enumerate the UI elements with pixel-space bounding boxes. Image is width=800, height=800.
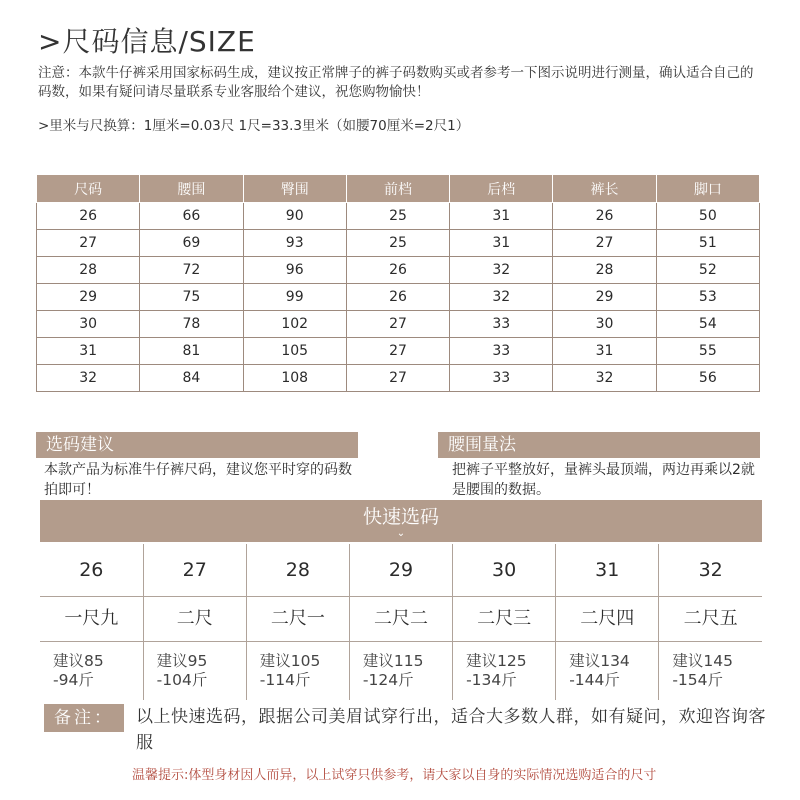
quick-chi: 二尺二 (349, 597, 452, 642)
weight-line-2: -114斤 (259, 671, 311, 689)
quick-size: 26 (40, 544, 143, 597)
quick-weight (556, 642, 659, 700)
waist-measure-text: 把裤子平整放好，量裤头最顶端，两边再乘以2就是腰围的数据。 (452, 462, 755, 498)
col-header: 腰围 (140, 175, 243, 203)
table-cell: 102 (243, 311, 346, 338)
waist-measure-title: 腰围量法 (438, 432, 760, 458)
table-cell: 25 (346, 230, 449, 257)
weight-line-1: 建议145 (672, 652, 733, 670)
table-cell: 33 (450, 365, 553, 392)
col-header: 前档 (346, 175, 449, 203)
quick-size: 28 (246, 544, 349, 597)
table-cell: 33 (450, 338, 553, 365)
memo-text: 以上快速选码，跟据公司美眉试穿行出，适合大多数人群，如有疑问，欢迎咨询客服 (136, 707, 766, 753)
table-cell: 84 (140, 365, 243, 392)
quick-weight-row (40, 642, 762, 700)
table-cell: 96 (243, 257, 346, 284)
quick-weight (143, 642, 246, 700)
tip-text: 温馨提示:体型身材因人而异，以上试穿只供参考，请大家以自身的实际情况选购适合的尺寸 (132, 768, 657, 783)
table-cell: 53 (656, 284, 759, 311)
quick-size: 29 (349, 544, 452, 597)
weight-line-1: 建议115 (362, 652, 424, 670)
weight-line-1: 建议85 (53, 652, 104, 670)
table-row (37, 338, 760, 365)
table-cell: 31 (450, 230, 553, 257)
table-cell: 50 (656, 203, 759, 230)
size-table-header (37, 175, 760, 203)
col-header: 尺码 (37, 175, 140, 203)
table-cell: 105 (243, 338, 346, 365)
table-row (37, 230, 760, 257)
table-cell: 28 (553, 257, 656, 284)
weight-line-2: -144斤 (569, 671, 620, 689)
page-title: >尺码信息/SIZE (38, 25, 256, 58)
weight-line-1: 建议125 (466, 652, 527, 670)
col-header: 臀围 (243, 175, 346, 203)
quick-size: 32 (659, 544, 762, 597)
quick-weight (453, 642, 556, 700)
table-cell: 55 (656, 338, 759, 365)
weight-line-2: -124斤 (362, 671, 414, 689)
weight-line-2: -134斤 (466, 671, 517, 689)
table-cell: 26 (37, 203, 140, 230)
table-cell: 66 (140, 203, 243, 230)
quick-weight (659, 642, 762, 700)
table-cell: 78 (140, 311, 243, 338)
table-cell: 27 (346, 311, 449, 338)
table-cell: 27 (37, 230, 140, 257)
size-table (36, 174, 760, 392)
weight-line-1: 建议134 (569, 652, 630, 670)
quick-select-bar (40, 500, 762, 542)
table-row (37, 284, 760, 311)
quick-size: 30 (453, 544, 556, 597)
table-cell: 54 (656, 311, 759, 338)
table-cell: 99 (243, 284, 346, 311)
table-cell: 27 (553, 230, 656, 257)
table-cell: 26 (346, 284, 449, 311)
table-cell: 30 (553, 311, 656, 338)
table-cell: 32 (450, 257, 553, 284)
quick-select-grid (40, 544, 762, 700)
table-cell: 32 (553, 365, 656, 392)
advice-text: 本款产品为标准牛仔裤尺码，建议您平时穿的码数拍即可！ (44, 462, 352, 498)
table-cell: 28 (37, 257, 140, 284)
chevron-down-icon: ⌄ (396, 528, 406, 539)
table-cell: 69 (140, 230, 243, 257)
quick-chi: 二尺五 (659, 597, 762, 642)
table-row (37, 257, 760, 284)
table-row (37, 365, 760, 392)
table-cell: 29 (37, 284, 140, 311)
col-header: 后档 (450, 175, 553, 203)
quick-weight (246, 642, 349, 700)
table-row (37, 203, 760, 230)
quick-size-row (40, 544, 762, 597)
table-cell: 75 (140, 284, 243, 311)
table-cell: 26 (346, 257, 449, 284)
table-cell: 108 (243, 365, 346, 392)
table-cell: 31 (37, 338, 140, 365)
weight-line-2: -154斤 (672, 671, 724, 689)
table-cell: 52 (656, 257, 759, 284)
quick-chi: 一尺九 (40, 597, 143, 642)
weight-line-1: 建议105 (259, 652, 321, 670)
col-header: 裤长 (553, 175, 656, 203)
size-note: 注意：本款牛仔裤采用国家标码生成，建议按正常牌子的裤子码数购买或者参考一下图示说明进行测量，确认适合自己的码数，如果有疑问请尽量联系专业客服给个建议，祝您购物愉快！ (38, 65, 754, 100)
table-cell: 31 (450, 203, 553, 230)
table-cell: 33 (450, 311, 553, 338)
weight-line-2: -104斤 (156, 671, 208, 689)
table-cell: 25 (346, 203, 449, 230)
quick-chi: 二尺 (143, 597, 246, 642)
table-cell: 26 (553, 203, 656, 230)
memo-label: 备注： (44, 704, 124, 732)
unit-conversion: >里米与尺换算：1厘米=0.03尺 1尺=33.3里米（如腰70厘米=2尺1） (38, 118, 470, 134)
quick-chi: 二尺四 (556, 597, 659, 642)
quick-chi: 二尺一 (246, 597, 349, 642)
quick-chi-row (40, 597, 762, 642)
table-cell: 31 (553, 338, 656, 365)
quick-size: 27 (143, 544, 246, 597)
table-cell: 27 (346, 338, 449, 365)
col-header: 脚口 (656, 175, 759, 203)
weight-line-1: 建议95 (156, 652, 208, 670)
table-cell: 51 (656, 230, 759, 257)
table-cell: 56 (656, 365, 759, 392)
advice-title: 选码建议 (36, 432, 358, 458)
table-cell: 32 (450, 284, 553, 311)
weight-line-2: -94斤 (53, 671, 94, 689)
table-cell: 93 (243, 230, 346, 257)
table-cell: 90 (243, 203, 346, 230)
table-cell: 27 (346, 365, 449, 392)
quick-size: 31 (556, 544, 659, 597)
table-cell: 29 (553, 284, 656, 311)
table-cell: 81 (140, 338, 243, 365)
table-cell: 32 (37, 365, 140, 392)
table-cell: 72 (140, 257, 243, 284)
quick-select-title: 快速选码 (362, 506, 439, 528)
quick-weight (40, 642, 143, 700)
quick-weight (349, 642, 452, 700)
table-cell: 30 (37, 311, 140, 338)
table-row (37, 311, 760, 338)
quick-chi: 二尺三 (453, 597, 556, 642)
